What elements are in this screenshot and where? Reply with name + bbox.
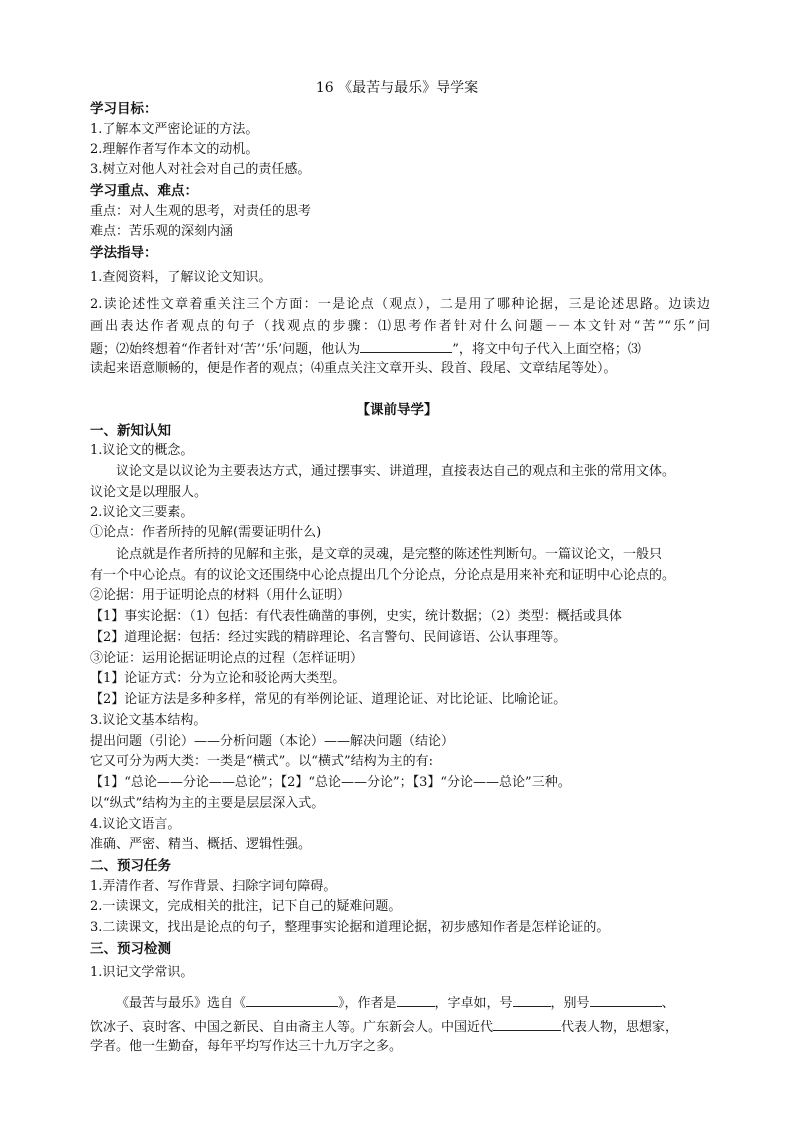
preview-heading: 【课前导学】 xyxy=(356,402,438,418)
literature-question: 学者。他一生勤奋，每年平均写作达三十九万字之多。 xyxy=(90,1039,403,1054)
blank-movement[interactable] xyxy=(493,1016,561,1031)
method-paragraph: 画出表达作者观点的句子（找观点的步骤：⑴思考作者针对什么问题－－本文针对“苦”“乐”问 xyxy=(90,319,710,334)
blank-author[interactable] xyxy=(397,992,435,1007)
question-text: 代表人物，思想家， xyxy=(561,1020,679,1035)
blank-alias[interactable] xyxy=(590,992,662,1007)
goal-item: 3.树立对他人对社会对自己的责任感。 xyxy=(90,162,311,177)
body-text: 【1】论证方式：分为立论和驳论两大类型。 xyxy=(90,671,346,686)
body-text: 议论文是以理服人。 xyxy=(90,485,208,500)
body-text: 提出问题（引论）——分析问题（本论）——解决问题（结论） xyxy=(90,734,455,749)
subsection-title: 4.议论文语言。 xyxy=(90,817,181,832)
subsection-title: 3.议论文基本结构。 xyxy=(90,713,207,728)
literature-question xyxy=(90,1016,710,1038)
question-text: 《最苦与最乐》选自《 xyxy=(116,996,247,1011)
question-text: 饮冰子、哀时客、中国之新民、自由斋主人等。广东新会人。中国近代 xyxy=(90,1020,494,1035)
method-text: 题；⑵始终想着“作者针对‘苦’‘乐’问题，他认为 xyxy=(90,342,361,357)
proof-title: ③论证：运用论据证明论点的过程（怎样证明） xyxy=(90,651,364,666)
goal-item: 2.理解作者写作本文的动机。 xyxy=(90,142,259,157)
body-text: 议论文是以议论为主要表达方式，通过摆事实、讲道理，直接表达自己的观点和主张的常用文体。 xyxy=(116,464,676,479)
subsection-title: 2.议论文三要素。 xyxy=(90,505,194,520)
question-text: 、 xyxy=(661,996,675,1011)
argument-point-title: ①论点：作者所持的见解(需要证明什么) xyxy=(90,525,322,540)
difficulty-text: 难点：苦乐观的深刻内涵 xyxy=(90,224,234,239)
body-text: 它又可分为两大类：一类是“横式”。以“横式”结构为主的有: xyxy=(90,754,433,769)
question-text: 》，作者是 xyxy=(338,996,397,1011)
method-item: 1.查阅资料，了解议论文知识。 xyxy=(90,270,272,285)
method-paragraph xyxy=(90,338,710,360)
body-text: 有一个中心论点。有的议论文还围绕中心论点提出几个分论点，分论点是用来补充和证明中心论点的。 xyxy=(90,568,676,583)
fill-blank[interactable] xyxy=(360,338,452,353)
question-text: ，别号 xyxy=(550,996,590,1011)
question-title: 1.识记文学常识。 xyxy=(90,965,194,980)
subsection-title: 1.议论文的概念。 xyxy=(90,443,194,458)
literature-question xyxy=(90,992,710,1014)
task-item: 3.二读课文，找出是论点的句子，整理事实论据和道理论据，初步感知作者是怎样论证的。 xyxy=(90,920,610,935)
goals-heading: 学习目标： xyxy=(90,101,158,117)
task-item: 1.弄清作者、写作背景、扫除字词句障碍。 xyxy=(90,879,337,894)
body-text: 以“纵式”结构为主的主要是层层深入式。 xyxy=(90,796,325,811)
task-item: 2.一读课文，完成相关的批注，记下自己的疑难问题。 xyxy=(90,899,402,914)
part1-heading: 一、新知认知 xyxy=(90,423,171,439)
evidence-title: ②论据：用于证明论点的材料（用什么证明） xyxy=(90,588,351,603)
blank-hao[interactable] xyxy=(513,992,551,1007)
question-text: ，字卓如，号 xyxy=(434,996,513,1011)
blank-source-book[interactable] xyxy=(246,992,338,1007)
part3-heading: 三、预习检测 xyxy=(90,941,171,957)
part2-heading: 二、预习任务 xyxy=(90,858,171,874)
body-text: 【1】“总论——分论——总论”；【2】“总论——分论”；【3】“分论——总论”三种。 xyxy=(90,775,571,790)
method-text: ”，将文中句子代入上面空格；⑶ xyxy=(452,342,641,357)
goal-item: 1.了解本文严密论证的方法。 xyxy=(90,122,259,137)
body-text: 【2】论证方法是多种多样，常见的有举例论证、道理论证、对比论证、比喻论证。 xyxy=(90,692,567,707)
body-text: 论点就是作者所持的见解和主张，是文章的灵魂，是完整的陈述性判断句。一篇议论文，一般只 xyxy=(116,547,663,562)
key-points-heading: 学习重点、难点： xyxy=(90,183,198,199)
method-paragraph: 2.读论述性文章着重关注三个方面：一是论点（观点），二是用了哪种论据，三是论述思路。边读边 xyxy=(90,297,710,312)
body-text: 准确、严密、精当、概括、逻辑性强。 xyxy=(90,837,312,852)
method-paragraph: 读起来语意顺畅的，便是作者的观点；⑷重点关注文章开头、段首、段尾、文章结尾等处）。 xyxy=(90,361,617,376)
method-heading: 学法指导： xyxy=(90,245,158,261)
body-text: 【1】事实论据：（1）包括：有代表性确凿的事例，史实，统计数据；（2）类型：概括或具体 xyxy=(90,609,622,624)
focus-text: 重点：对人生观的思考，对责任的思考 xyxy=(90,204,312,219)
body-text: 【2】道理论据：包括：经过实践的精辟理论、名言警句、民间谚语、公认事理等。 xyxy=(90,630,567,645)
page-title: 16 《最苦与最乐》导学案 xyxy=(315,80,479,96)
